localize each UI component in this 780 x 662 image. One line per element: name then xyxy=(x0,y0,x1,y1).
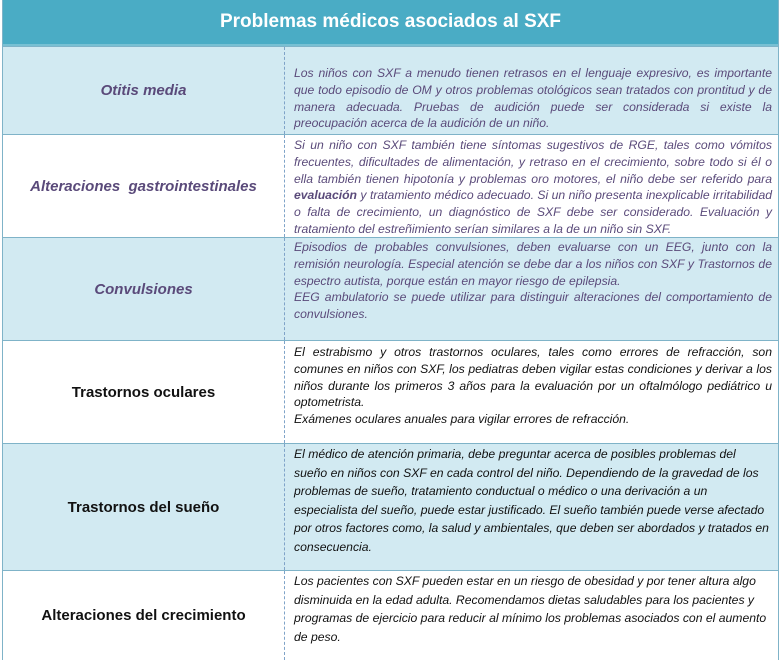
table-row-trastornos-sueno xyxy=(3,443,778,570)
table-row-crecimiento xyxy=(3,570,778,660)
row-description xyxy=(284,135,778,237)
description-paragraph: Los niños con SXF a menudo tienen retrasos en el lenguaje expresivo, es importante que todo episodio de OM y otros problemas otológicos sean tratados con prontitud y de manera adecuada. Pruebas de audición puede ser considerada si existe la preocupación acerca de la audición de un niño. xyxy=(294,66,772,131)
medical-problems-table xyxy=(2,0,779,660)
description-text: Si un niño con SXF también tiene síntomas sugestivos de RGE, tales como vómitos frecuentes, dificultades de alimentación, y retraso en el crecimiento, sobre todo si él o ella también tienen hipotonía y problemas oro motores, el niño debe ser referido para xyxy=(294,138,772,186)
description-text: y tratamiento médico adecuado. Si un niño presenta inexplicable irritabilidad o falta de crecimiento, un diagnóstico de SXF debe ser considerado. Evaluación y tratamiento del estreñimiento serían similares a la de un niño sin SXF. xyxy=(294,188,772,236)
description-paragraph: Los pacientes con SXF pueden estar en un riesgo de obesidad y por tener altura algo disminuida en la edad adulta. Recomendamos dietas saludables para los pacientes y programas de ejercicio para reducir al mínimo los problemas asociados con el aumento de peso. xyxy=(294,574,767,644)
description-paragraph: Exámenes oculares anuales para vigilar errores de refracción. xyxy=(294,412,630,427)
row-label: Alteraciones del crecimiento xyxy=(41,607,246,624)
table-row-trastornos-oculares xyxy=(3,340,778,443)
row-label: Trastornos oculares xyxy=(71,383,216,401)
description-paragraph: EEG ambulatorio se puede utilizar para distinguir alteraciones del comportamiento de convulsiones. xyxy=(294,290,772,322)
description-paragraph: El estrabismo y otros trastornos oculares, tales como errores de refracción, son comunes en niños con SXF, los pediatras deben vigilar estas condiciones y derivar a los niños durante los primeros 3 años para la evaluación por un oftalmólogo pediátrico u optometrista. xyxy=(294,345,772,410)
row-label: Convulsiones xyxy=(94,280,193,298)
description-paragraph xyxy=(294,137,772,238)
row-label: Trastornos del sueño xyxy=(67,498,220,516)
row-description xyxy=(284,238,778,340)
description-paragraph: Episodios de probables convulsiones, deben evaluarse con un EEG, junto con la remisión neurología. Especial atención se debe dar a los niños con SXF y Trastornos de espectro autista, porque están en mayor riesgo de epilepsia. xyxy=(294,240,772,288)
table-row-otitis-media xyxy=(3,46,778,134)
table-title: Problemas médicos asociados al SXF xyxy=(3,0,778,46)
row-description xyxy=(284,571,778,660)
row-label: Alteraciones gastrointestinales xyxy=(30,177,257,195)
table-row-convulsiones xyxy=(3,237,778,340)
description-bold-word: evaluación xyxy=(294,188,357,203)
table-row-gastrointestinal xyxy=(3,134,778,237)
row-description xyxy=(284,444,778,570)
row-label: Otitis media xyxy=(100,82,187,99)
row-description xyxy=(284,47,778,134)
description-paragraph: El médico de atención primaria, debe preguntar acerca de posibles problemas del sueño en niños con SXF en cada control del niño. Dependiendo de la gravedad de los problemas de sueño, tratamiento conductual o médico o una derivación a un especialista del sueño, puede estar justificado. El sueño también puede verse afectado por otros factores como, la salud y ambientales, que deben ser abordados y tratados en consecuencia. xyxy=(294,447,769,554)
row-description xyxy=(284,341,778,443)
